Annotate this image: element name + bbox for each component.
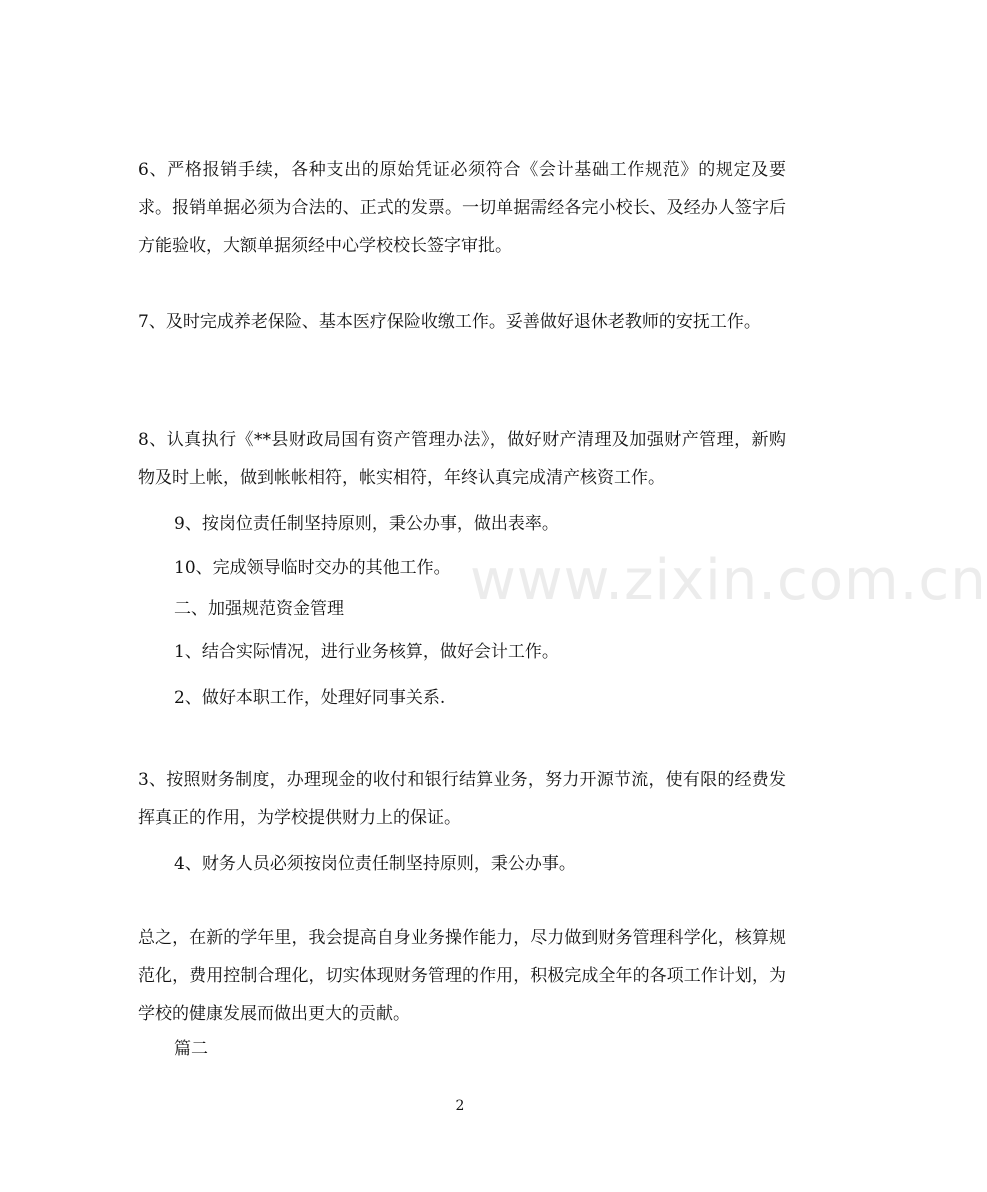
paragraph-item-9: 9、按岗位责任制坚持原则，秉公办事，做出表率。 — [174, 514, 559, 534]
paragraph-item-6: 6、严格报销手续，各种支出的原始凭证必须符合《会计基础工作规范》的规定及要求。报销单据必须为合法的、正式的发票。一切单据需经各完小校长、及经办人签字后方能验收，大额单据须经中心学校校长签字审批。 — [138, 160, 786, 256]
watermark: www.zixin.com.cn — [470, 548, 987, 613]
paragraph-item-1: 1、结合实际情况，进行业务核算，做好会计工作。 — [174, 642, 559, 662]
paragraph-item-2: 2、做好本职工作，处理好同事关系. — [174, 688, 446, 708]
page-number: 2 — [455, 1098, 465, 1114]
paragraph-item-8: 8、认真执行《**县财政局国有资产管理办法》，做好财产清理及加强财产管理，新购物及时上帐，做到帐帐相符，帐实相符，年终认真完成清产核资工作。 — [138, 430, 786, 488]
paragraph-item-10: 10、完成领导临时交办的其他工作。 — [174, 558, 451, 578]
section-heading: 二、加强规范资金管理 — [174, 599, 344, 619]
section-label-pian-er: 篇二 — [174, 1039, 208, 1059]
summary-paragraph: 总之，在新的学年里，我会提高自身业务操作能力，尽力做到财务管理科学化，核算规范化，费用控制合理化，切实体现财务管理的作用，积极完成全年的各项工作计划，为学校的健康发展而做出更大的贡献。 — [138, 928, 786, 1024]
paragraph-item-7: 7、及时完成养老保险、基本医疗保险收缴工作。妥善做好退休老教师的安抚工作。 — [138, 312, 761, 332]
paragraph-item-4: 4、财务人员必须按岗位责任制坚持原则，秉公办事。 — [174, 854, 576, 874]
paragraph-item-3: 3、按照财务制度，办理现金的收付和银行结算业务，努力开源节流，使有限的经费发挥真正的作用，为学校提供财力上的保证。 — [138, 770, 786, 828]
